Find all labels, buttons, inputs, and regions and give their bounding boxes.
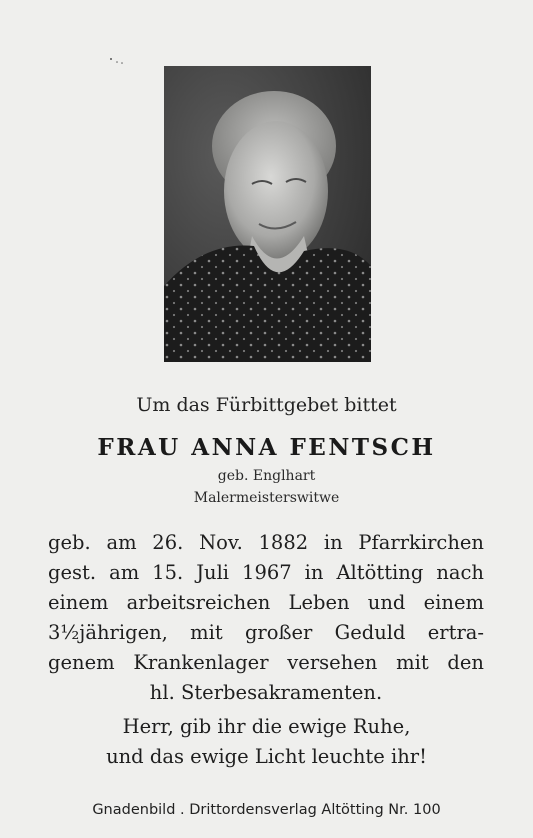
bio-line: 3½jährigen, mit großer Geduld ertra- <box>48 621 484 644</box>
biography <box>48 528 484 708</box>
print-specks <box>108 56 128 66</box>
prayer-line: Herr, gib ihr die ewige Ruhe, <box>122 715 411 738</box>
deceased-name: FRAU ANNA FENTSCH <box>97 434 436 461</box>
bio-line: geb. am 26. Nov. 1882 in Pfarrkirchen <box>48 531 484 554</box>
bio-line: einem arbeitsreichen Leben und einem <box>48 591 484 614</box>
bio-line: hl. Sterbesakramenten. <box>149 681 383 704</box>
prayer-line: und das ewige Licht leuchte ihr! <box>106 745 427 768</box>
portrait-photo <box>164 66 371 362</box>
bio-line: genem Krankenlager versehen mit den <box>48 651 484 674</box>
maiden-name: geb. Englhart <box>217 468 316 484</box>
bio-line: gest. am 15. Juli 1967 in Altötting nach <box>48 561 484 584</box>
occupation: Malermeisterswitwe <box>193 490 340 506</box>
prayer <box>0 712 533 772</box>
intro-line: Um das Fürbittgebet bittet <box>136 394 397 416</box>
publisher-footer: Gnadenbild . Drittordensverlag Altötting Nr. 100 <box>92 802 441 818</box>
portrait-image <box>164 66 371 362</box>
